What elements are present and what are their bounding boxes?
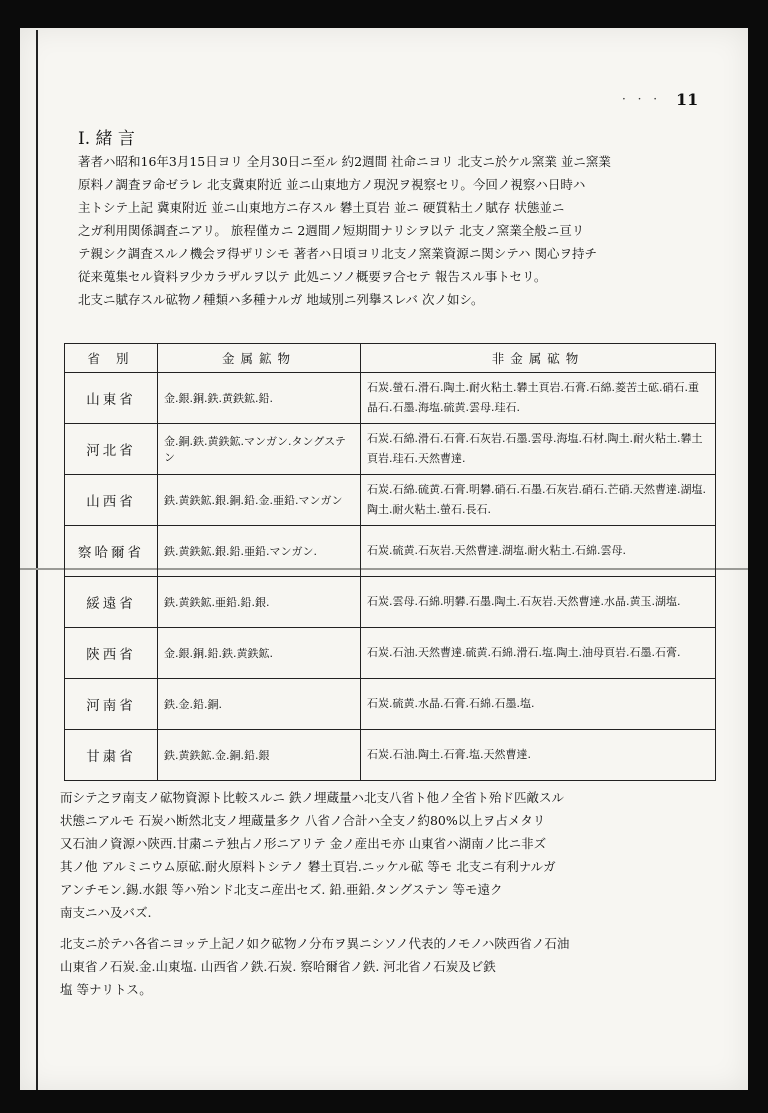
metal-cell: 金.銅.鉄.黄鉄鉱.マンガン.タングステン — [158, 424, 361, 475]
binding-margin-line — [36, 30, 38, 1090]
distribution-line: 山東省ノ石炭.金.山東塩. 山西省ノ鉄.石炭. 察哈爾省ノ鉄. 河北省ノ石炭及ビ鉄 — [60, 959, 496, 974]
nonmetal-cell: 石炭.石油.陶土.石膏.塩.天然曹達. — [361, 730, 716, 781]
table-row — [65, 577, 716, 628]
metal-cell: 鉄.黄鉄鉱.銀.銅.鉛.金.亜鉛.マンガン — [158, 475, 361, 526]
table-row — [65, 628, 716, 679]
metal-cell: 鉄.黄鉄鉱.亜鉛.鉛.銀. — [158, 577, 361, 628]
header-metal: 金属鉱物 — [158, 344, 361, 373]
table-row — [65, 526, 716, 577]
page-number: 11 — [676, 90, 699, 109]
mineral-table — [64, 343, 716, 781]
intro-line: 従来蒐集セル資料ヲ少カラザルヲ以テ 此処ニソノ概要ヲ合セテ 報告スル事トセリ。 — [78, 269, 547, 284]
comparison-paragraph — [60, 786, 720, 924]
intro-paragraph — [78, 150, 718, 311]
nonmetal-cell: 石炭.石油.天然曹達.硫黄.石綿.滑石.塩.陶土.油母頁岩.石墨.石膏. — [361, 628, 716, 679]
nonmetal-cell: 石炭.硫黄.石灰岩.天然曹達.湖塩.耐火粘土.石綿.雲母. — [361, 526, 716, 577]
intro-line: 原料ノ調査ヲ命ゼラレ 北支冀東附近 並ニ山東地方ノ現況ヲ視察セリ。今回ノ視察ハ日時ハ — [78, 177, 586, 192]
province-cell: 山東省 — [65, 373, 158, 424]
province-cell: 河南省 — [65, 679, 158, 730]
header-province: 省 別 — [65, 344, 158, 373]
comparison-line: アンチモン.錫.水銀 等ハ殆ンド北支ニ産出セズ. 鉛.亜鉛.タングステン 等モ遠ク — [60, 882, 503, 897]
province-cell: 甘粛省 — [65, 730, 158, 781]
province-cell: 綏遠省 — [65, 577, 158, 628]
distribution-line: 塩 等ナリトス。 — [60, 982, 152, 997]
province-cell: 察哈爾省 — [65, 526, 158, 577]
distribution-line: 北支ニ於テハ各省ニヨッテ上記ノ如ク砿物ノ分布ヲ異ニシソノ代表的ノモノハ陝西省ノ石油 — [60, 936, 570, 951]
metal-cell: 鉄.黄鉄鉱.金.銅.鉛.銀 — [158, 730, 361, 781]
table-row — [65, 475, 716, 526]
page-marks: · · · — [622, 92, 662, 106]
nonmetal-cell: 石炭.石綿.滑石.石膏.石灰岩.石墨.雲母.海塩.石材.陶土.耐火粘土.礬土頁岩.珪石.天然曹達. — [361, 424, 716, 475]
table-row — [65, 679, 716, 730]
table-header-row — [65, 344, 716, 373]
metal-cell: 鉄.金.鉛.銅. — [158, 679, 361, 730]
comparison-line: 而シテ之ヲ南支ノ砿物資源ト比較スルニ 鉄ノ埋蔵量ハ北支八省ト他ノ全省ト殆ド匹敵スル — [60, 790, 564, 805]
intro-line: 著者ハ昭和16年3月15日ヨリ 全月30日ニ至ル 約2週間 社命ニヨリ 北支ニ於ケル窯業 並ニ窯業 — [78, 154, 611, 169]
section-heading: I. 緒 言 — [78, 129, 135, 149]
intro-line: 之ガ利用関係調査ニアリ。 旅程僅カニ 2週間ノ短期間ナリシヲ以テ 北支ノ窯業全般ニ亘リ — [78, 223, 585, 238]
province-cell: 山西省 — [65, 475, 158, 526]
nonmetal-cell: 石炭.石綿.硫黄.石膏.明礬.硝石.石墨.石灰岩.硝石.芒硝.天然曹達.湖塩.陶土.耐火粘土.螢石.長石. — [361, 475, 716, 526]
province-cell: 河北省 — [65, 424, 158, 475]
metal-cell: 鉄.黄鉄鉱.銀.鉛.亜鉛.マンガン. — [158, 526, 361, 577]
nonmetal-cell: 石炭.雲母.石綿.明礬.石墨.陶土.石灰岩.天然曹達.水晶.黄玉.湖塩. — [361, 577, 716, 628]
table-row — [65, 730, 716, 781]
table-row — [65, 424, 716, 475]
comparison-line: 南支ニハ及バズ. — [60, 905, 152, 920]
metal-cell: 金.銀.銅.鉄.黄鉄鉱.鉛. — [158, 373, 361, 424]
metal-cell: 金.銀.銅.鉛.鉄.黄鉄鉱. — [158, 628, 361, 679]
intro-line: 北支ニ賦存スル砿物ノ種類ハ多種ナルガ 地域別ニ列擧スレバ 次ノ如シ。 — [78, 292, 484, 307]
intro-line: 主トシテ上記 冀東附近 並ニ山東地方ニ存スル 礬土頁岩 並ニ 硬質粘土ノ賦存 状態並ニ — [78, 200, 565, 215]
nonmetal-cell: 石炭.螢石.滑石.陶土.耐火粘土.礬土頁岩.石膏.石綿.菱苦土砿.硝石.重晶石.石墨.海塩.硫黄.雲母.珪石. — [361, 373, 716, 424]
comparison-line: 状態ニアルモ 石炭ハ断然北支ノ埋蔵量多ク 八省ノ合計ハ全支ノ約80%以上ヲ占メタリ — [60, 813, 546, 828]
table-row — [65, 373, 716, 424]
intro-line: テ親シク調査スルノ機会ヲ得ザリシモ 著者ハ日頃ヨリ北支ノ窯業資源ニ関シテハ 関心ヲ持チ — [78, 246, 597, 261]
header-nonmetal: 非金属砿物 — [361, 344, 716, 373]
province-cell: 陝西省 — [65, 628, 158, 679]
comparison-line: 又石油ノ資源ハ陝西.甘粛ニテ独占ノ形ニアリテ 金ノ産出モ亦 山東省ハ湖南ノ比ニ非ズ — [60, 836, 547, 851]
comparison-line: 其ノ他 アルミニウム原砿.耐火原料トシテノ 礬土頁岩.ニッケル砿 等モ 北支ニ有利ナルガ — [60, 859, 556, 874]
distribution-paragraph — [60, 932, 720, 1001]
nonmetal-cell: 石炭.硫黄.水晶.石膏.石綿.石墨.塩. — [361, 679, 716, 730]
